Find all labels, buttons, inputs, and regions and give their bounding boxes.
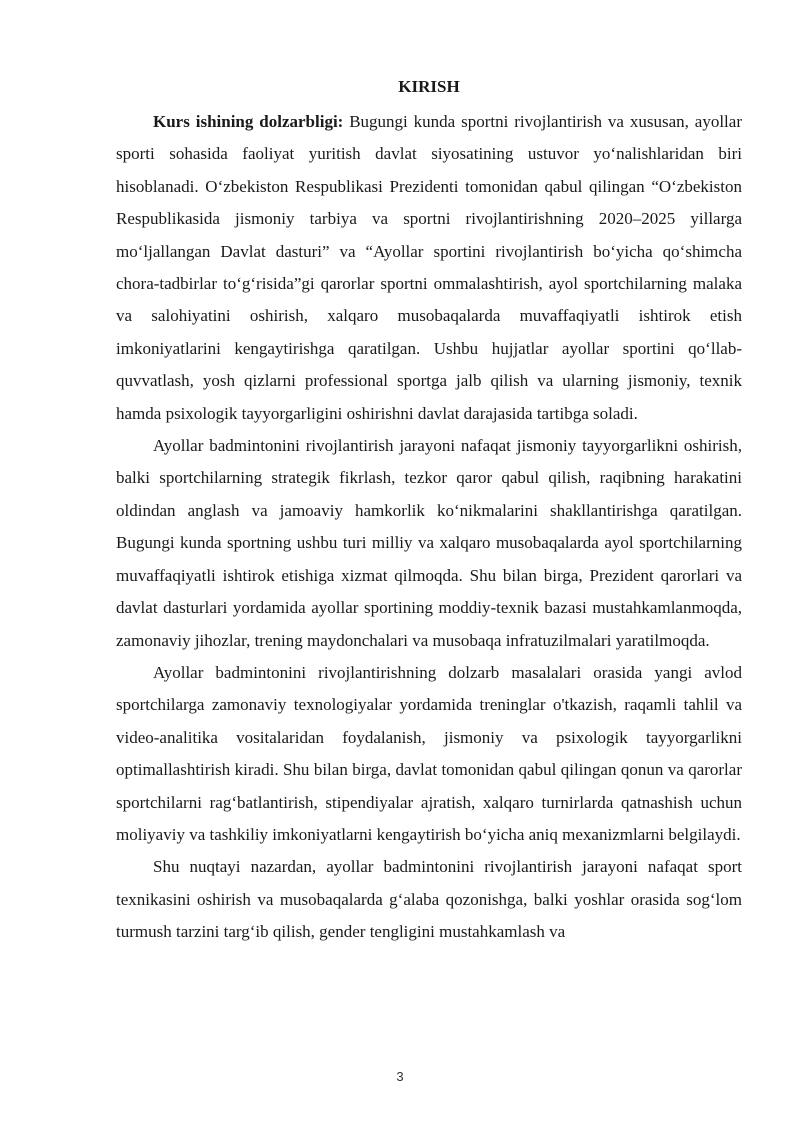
paragraph-text: Shu nuqtayi nazardan, ayollar badmintonini rivojlantirish jarayoni nafaqat sport texnikasini oshirish va musobaqalarda g‘alaba qozonishga, balki yoshlar orasida sog‘lom turmush tarzini targ‘ib qilish, gender tengligini mustahkamlash va xyxy=(116,857,742,942)
section-heading: KIRISH xyxy=(398,77,460,96)
paragraph-development-process xyxy=(116,430,742,657)
paragraph-text: Bugungi kunda sportni rivojlantirish va xususan, ayollar sporti sohasida faoliyat yuritish davlat siyosatining ustuvor yo‘nalishlaridan biri hisoblanadi. O‘zbekiston Respublikasi Prezidenti tomonidan qabul qilingan “O‘zbekiston Respublikasida jismoniy tarbiya va sportni rivojlantirishning 2020–2025 yillarga mo‘ljallangan Davlat dasturi” va “Ayollar sportini rivojlantirish bo‘yicha qo‘shimcha chora-tadbirlar to‘g‘risida”gi qarorlar sportni ommalashtirish, ayol sportchilarning malaka va salohiyatini oshirish, xalqaro musobaqalarda muvaffaqiyatli ishtirok etish imkoniyatlarini kengaytirishga qaratilgan. Ushbu hujjatlar ayollar sportini qo‘llab-quvvatlash, yosh qizlarni professional sportga jalb qilish va ularning jismoniy, texnik hamda psixologik tayyorgarligini oshirishni davlat darajasida tartibga soladi. xyxy=(116,112,742,423)
paragraph-perspective xyxy=(116,851,742,948)
paragraph-text: Ayollar badmintonini rivojlantirish jarayoni nafaqat jismoniy tayyorgarlikni oshirish, balki sportchilarning strategik fikrlash, tezkor qaror qabul qilish, raqibning harakatini oldindan anglash va jamoaviy hamkorlik ko‘nikmalarini shakllantirishga qaratilgan. Bugungi kunda sportning ushbu turi milliy va xalqaro musobaqalarda ayol sportchilarning muvaffaqiyatli ishtirok etishiga xizmat qilmoqda. Shu bilan birga, Prezident qarorlari va davlat dasturlari yordamida ayollar sportining moddiy-texnik bazasi mustahkamlanmoqda, zamonaviy jihozlar, trening maydonchalari va musobaqa infratuzilmalari yaratilmoqda. xyxy=(116,436,742,650)
document-body xyxy=(116,106,742,949)
paragraph-relevance xyxy=(116,106,742,430)
paragraph-current-issues xyxy=(116,657,742,851)
paragraph-lead-bold: Kurs ishining dolzarbligi: xyxy=(153,112,344,131)
page-number: 3 xyxy=(396,1069,404,1084)
paragraph-text: Ayollar badmintonini rivojlantirishning dolzarb masalalari orasida yangi avlod sportchilarga zamonaviy texnologiyalar yordamida treninglar o'tkazish, raqamli tahlil va video-analitika vositalaridan foydalanish, jismoniy va psixologik tayyorgarlikni optimallashtirish kiradi. Shu bilan birga, davlat tomonidan qabul qilingan qonun va qarorlar sportchilarni rag‘batlantirish, stipendiyalar ajratish, xalqaro turnirlarda qatnashish uchun moliyaviy va tashkiliy imkoniyatlarni kengaytirish bo‘yicha aniq mexanizmlarni belgilaydi. xyxy=(116,662,742,844)
